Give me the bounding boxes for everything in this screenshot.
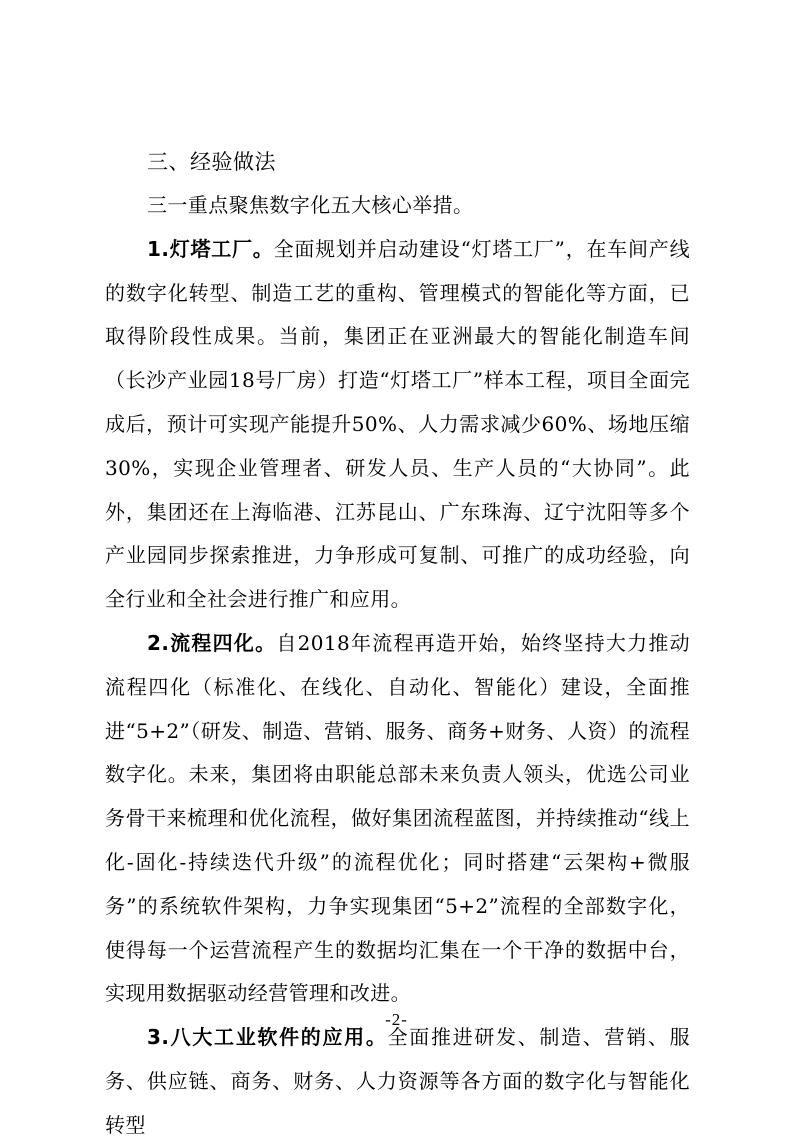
item-body-1: 全面规划并启动建设“灯塔工厂”，在车间产线的数字化转型、制造工艺的重构、管理模式的智能化等方面，已取得阶段性成果。当前，集团正在亚洲最大的智能化制造车间（长沙产业园18号厂房）打造“灯塔工厂”样本工程，项目全面完成后，预计可实现产能提升50%、人力需求减少60%、场地压缩30%，实现企业管理者、研发人员、生产人员的“大协同”。此外，集团还在上海临港、江苏昆山、广东珠海、辽宁沈阳等多个产业园同步探索推进，力争形成可复制、可推广的成功经验，向全行业和全社会进行推广和应用。 [105,236,690,612]
intro-paragraph: 三一重点聚焦数字化五大核心举措。 [147,193,474,217]
item-title-3: 3.八大工业软件的应用。 [147,1025,388,1050]
document-body [105,140,690,1148]
item-paragraph-1 [105,228,690,622]
item-title-2: 2.流程四化。 [147,630,277,655]
item-body-2: 自2018年流程再造开始，始终坚持大力推动流程四化（标准化、在线化、自动化、智能化）建设，全面推进“5+2”（研发、制造、营销、服务、商务+财务、人资）的流程数字化。未来，集团将由职能总部未来负责人领头，优选公司业务骨干来梳理和优化流程，做好集团流程蓝图，并持续推动“线上化-固化-持续迭代升级”的流程优化；同时搭建“云架构+微服务”的系统软件架构，力争实现集团“5+2”流程的全部数字化，使得每一个运营流程产生的数据均汇集在一个干净的数据中台，实现用数据驱动经营管理和改进。 [105,630,690,1006]
item-title-1: 1.灯塔工厂。 [147,236,274,261]
item-body-3: 全面推进研发、制造、营销、服务、供应链、商务、财务、人力资源等各方面的数字化与智能化转型 [105,1025,690,1137]
item-paragraph-3 [105,1016,690,1147]
page-number: -2- [385,1010,408,1029]
item-paragraph-2 [105,622,690,1016]
section-heading: 三、经验做法 [147,150,276,174]
